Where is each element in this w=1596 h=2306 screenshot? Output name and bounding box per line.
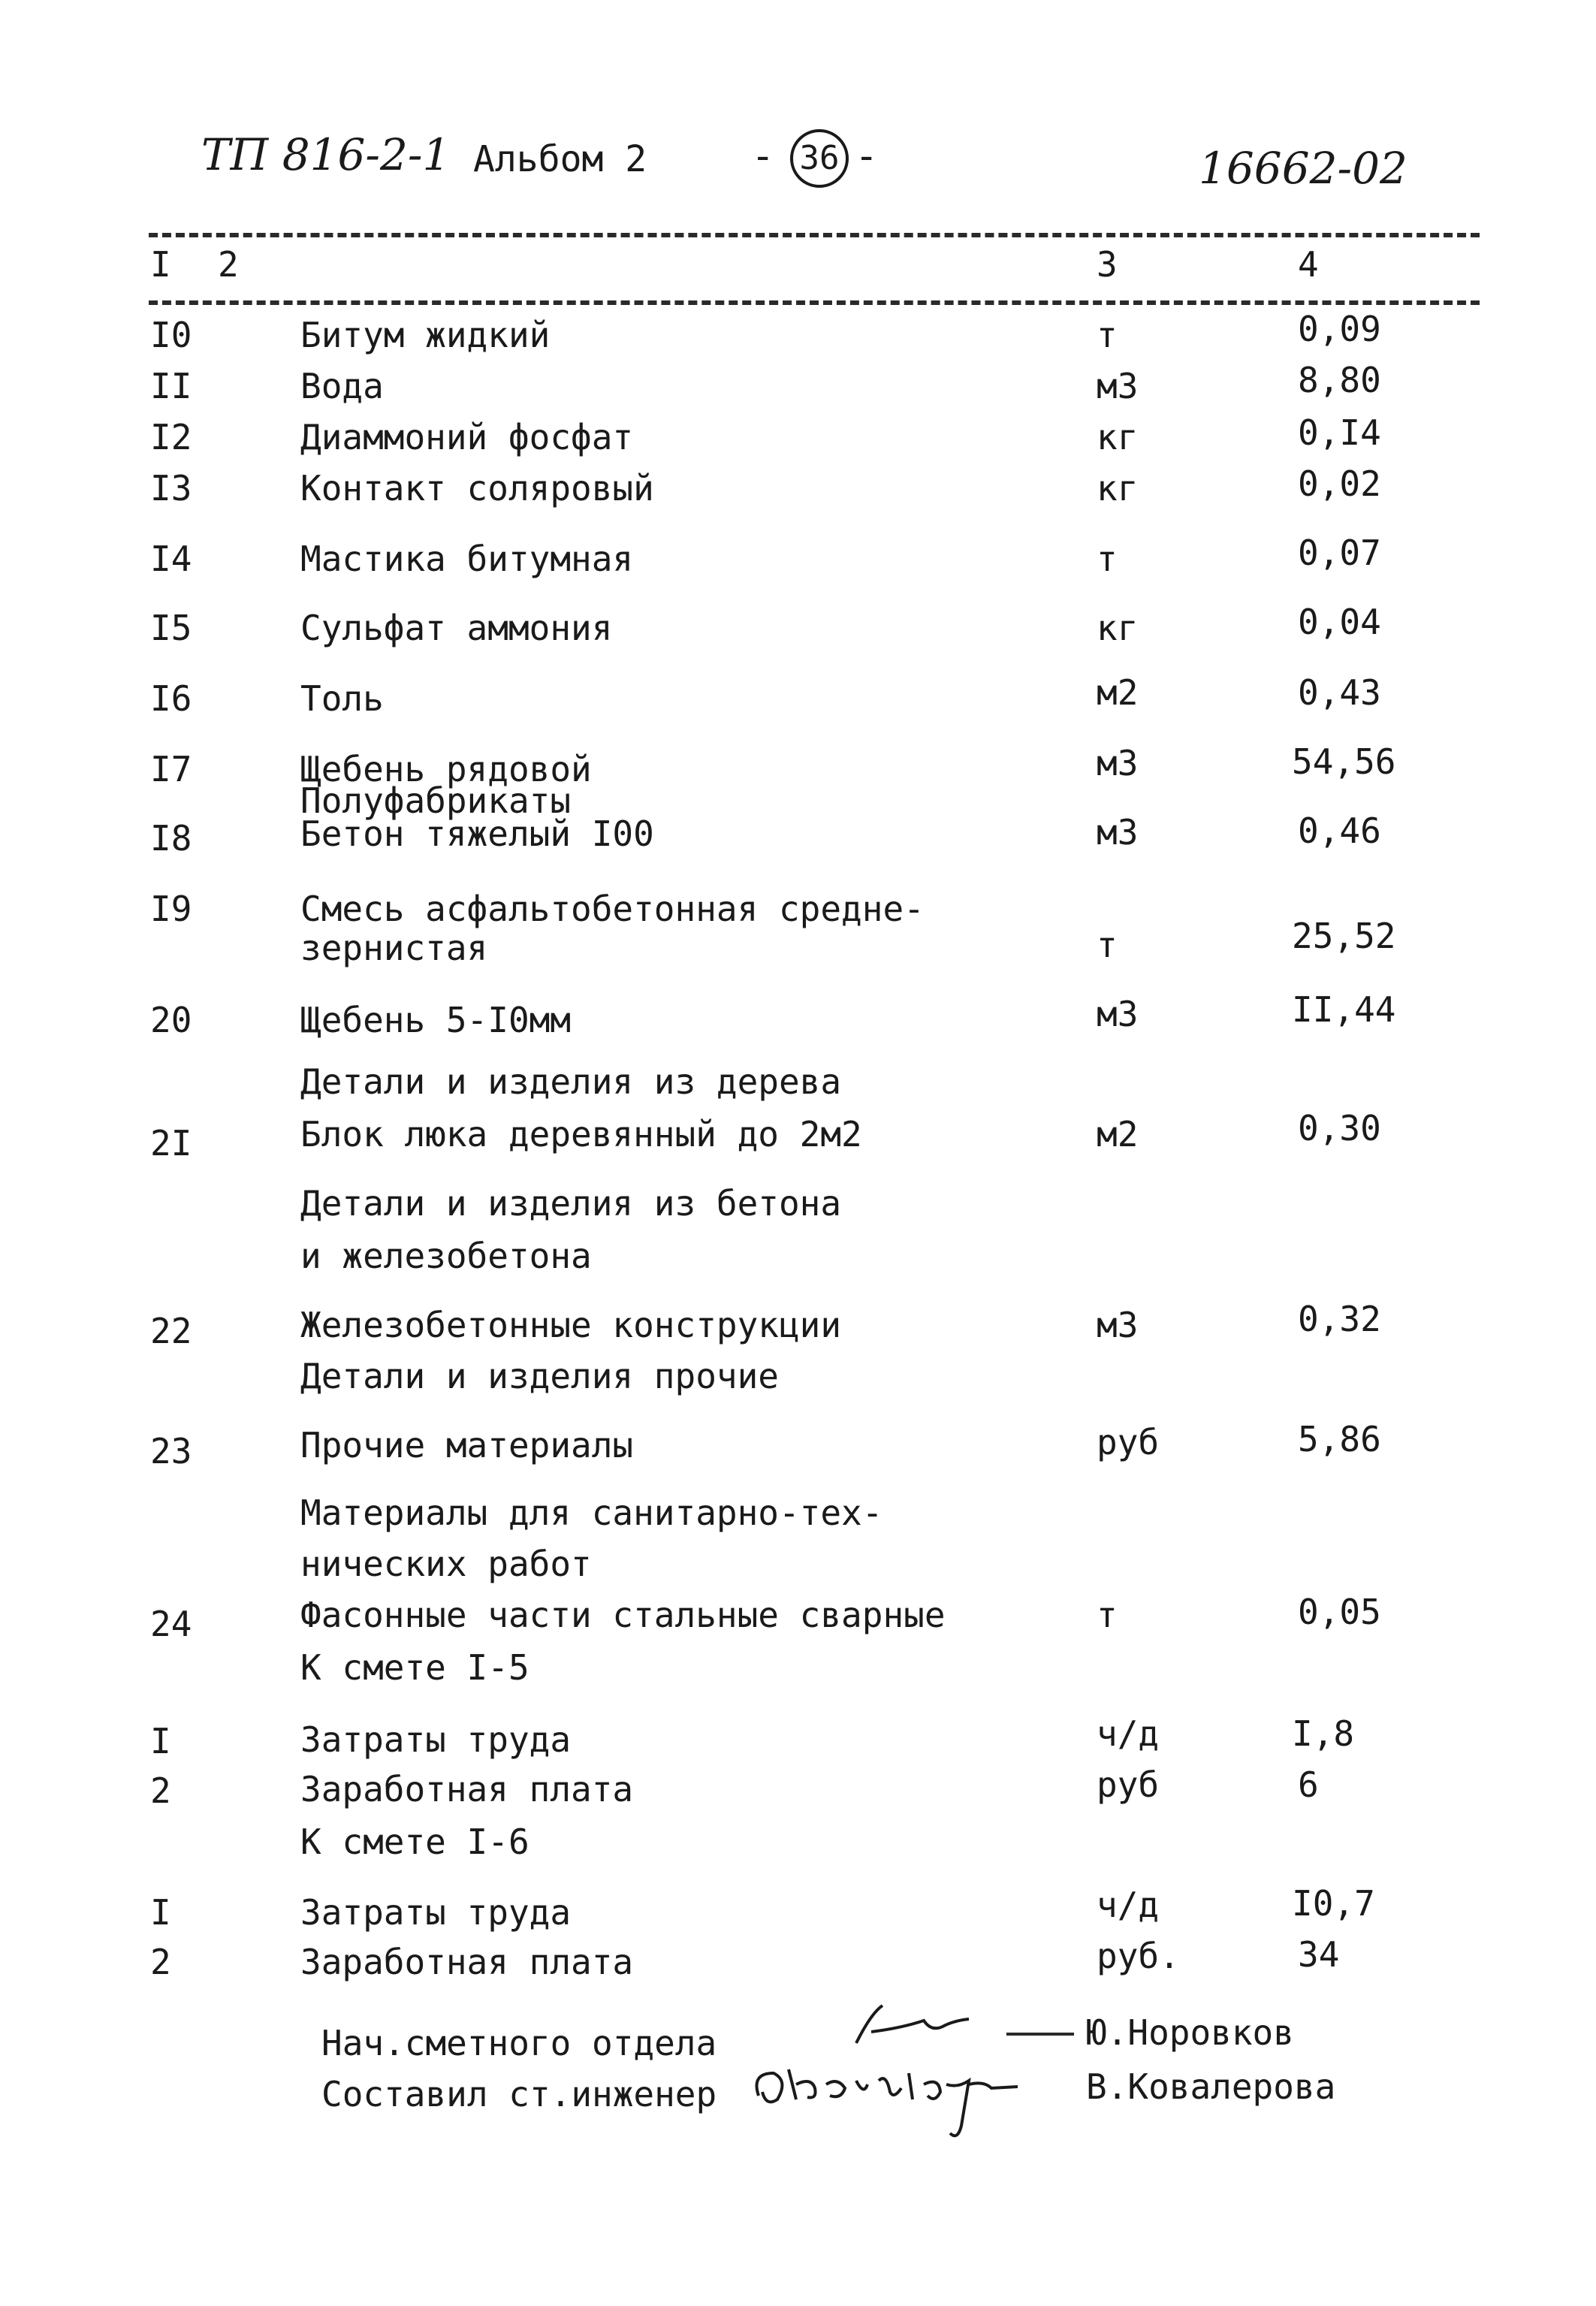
row-name: Мастика битумная [300,539,634,579]
row-unit: м2 [1097,672,1139,713]
row-num: 24 [150,1604,192,1644]
row-value: 0,46 [1298,810,1381,851]
row-value: 0,43 [1298,672,1381,713]
row-unit: м2 [1097,1114,1139,1155]
row-unit: кг [1097,468,1139,509]
row-num: I8 [150,818,192,859]
row-name: Битум жидкий [300,315,551,355]
row-name: Фасонные части стальные сварные [300,1595,946,1635]
row-unit: руб [1097,1764,1160,1805]
signature-role: Составил ст.инженер [321,2074,717,2114]
page-dash-right: - [855,134,879,179]
row-name: Щебень 5-I0мм [300,1000,572,1040]
signatory-name: В.Ковалерова [1086,2066,1336,2107]
signatory-name: Ю.Норовков [1086,2012,1294,2053]
section-label: Детали и изделия из бетона [300,1183,842,1224]
row-num: I0 [150,315,192,355]
signature-dash-1 [1006,2033,1074,2036]
row-value: 8,80 [1298,360,1381,400]
row-value: 0,02 [1298,463,1381,504]
section-label: К смете I-5 [300,1647,529,1688]
col-header-4: 4 [1298,244,1319,285]
row-value: I0,7 [1292,1883,1375,1924]
row-num: 2I [150,1123,192,1164]
row-num: I5 [150,608,192,648]
section-label: Детали и изделия прочие [300,1356,779,1396]
row-value: 0,32 [1298,1299,1381,1339]
row-num: I7 [150,749,192,789]
row-name: Затраты труда [300,1719,572,1760]
row-unit: т [1097,315,1118,355]
row-unit: руб [1097,1422,1160,1462]
row-unit: м3 [1097,1305,1139,1345]
row-name: Заработная плата [300,1942,634,1982]
page-dash-left: - [751,134,775,179]
section-label: Полуфабрикаты [300,780,572,821]
row-unit: м3 [1097,812,1139,853]
row-num: I2 [150,417,192,457]
row-num: II [150,366,192,406]
row-value: 0,04 [1298,602,1381,642]
row-value: 0,I4 [1298,412,1381,453]
col-header-2: 2 [218,244,239,285]
row-name: Диаммоний фосфат [300,417,634,457]
row-name: Вода [300,366,384,406]
row-value: II,44 [1292,989,1396,1030]
row-unit: кг [1097,417,1139,457]
section-label-cont: нических работ [300,1544,592,1584]
section-label: Материалы для санитарно-тех- [300,1493,883,1533]
top-dashed-rule [149,233,1480,237]
header-dashed-rule [149,300,1480,305]
row-num: I9 [150,889,192,929]
row-unit: руб. [1097,1936,1180,1976]
row-num: I [150,1892,171,1933]
row-unit: т [1097,539,1118,579]
row-value: 25,52 [1292,916,1396,956]
signature-role: Нач.сметного отдела [321,2023,717,2063]
row-name-cont: зернистая [300,928,488,968]
document-number: 16662-02 [1199,143,1407,194]
row-name: Сульфат аммония [300,608,613,648]
row-value: 0,05 [1298,1592,1381,1632]
handwritten-signature-2 [744,2051,1044,2148]
row-name: Смесь асфальтобетонная средне- [300,889,925,929]
row-name: Железобетонные конструкции [300,1305,842,1345]
row-unit: т [1097,925,1118,965]
row-num: 22 [150,1311,192,1351]
row-unit: т [1097,1595,1118,1635]
handwritten-signature-1 [849,1998,984,2058]
row-name: Щебень рядовой [300,749,592,789]
row-num: 23 [150,1431,192,1471]
row-unit: м3 [1097,366,1139,406]
page-number: 36 [790,129,849,188]
row-value: 6 [1298,1764,1319,1805]
row-name: Заработная плата [300,1769,634,1809]
row-name: Блок люка деревянный до 2м2 [300,1114,862,1155]
album-label: Альбом 2 [473,138,647,180]
row-name: Прочие материалы [300,1425,634,1465]
row-num: I [150,1721,171,1761]
row-value: I,8 [1292,1713,1355,1754]
section-label: Детали и изделия из дерева [300,1061,842,1102]
row-value: 54,56 [1292,741,1396,782]
row-unit: ч/д [1097,1885,1160,1925]
row-value: 0,07 [1298,533,1381,573]
section-label-cont: и железобетона [300,1236,592,1276]
row-num: 20 [150,1000,192,1040]
row-unit: ч/д [1097,1713,1160,1754]
row-value: 0,30 [1298,1108,1381,1148]
row-num: I4 [150,539,192,579]
row-name: Бетон тяжелый I00 [300,813,654,854]
row-name: Контакт соляровый [300,468,654,509]
row-num: I3 [150,468,192,509]
row-unit: м3 [1097,994,1139,1034]
project-code: ТП 816-2-1 [201,129,451,180]
col-header-1: I [150,244,171,285]
col-header-3: 3 [1097,244,1118,285]
row-name: Затраты труда [300,1892,572,1933]
row-value: 0,09 [1298,309,1381,349]
section-label: К смете I-6 [300,1822,529,1862]
row-num: 2 [150,1770,171,1811]
row-num: 2 [150,1942,171,1982]
row-num: I6 [150,678,192,719]
row-unit: кг [1097,608,1139,648]
row-name: Толь [300,678,384,719]
row-value: 5,86 [1298,1419,1381,1459]
row-unit: м3 [1097,743,1139,783]
row-value: 34 [1298,1934,1340,1975]
